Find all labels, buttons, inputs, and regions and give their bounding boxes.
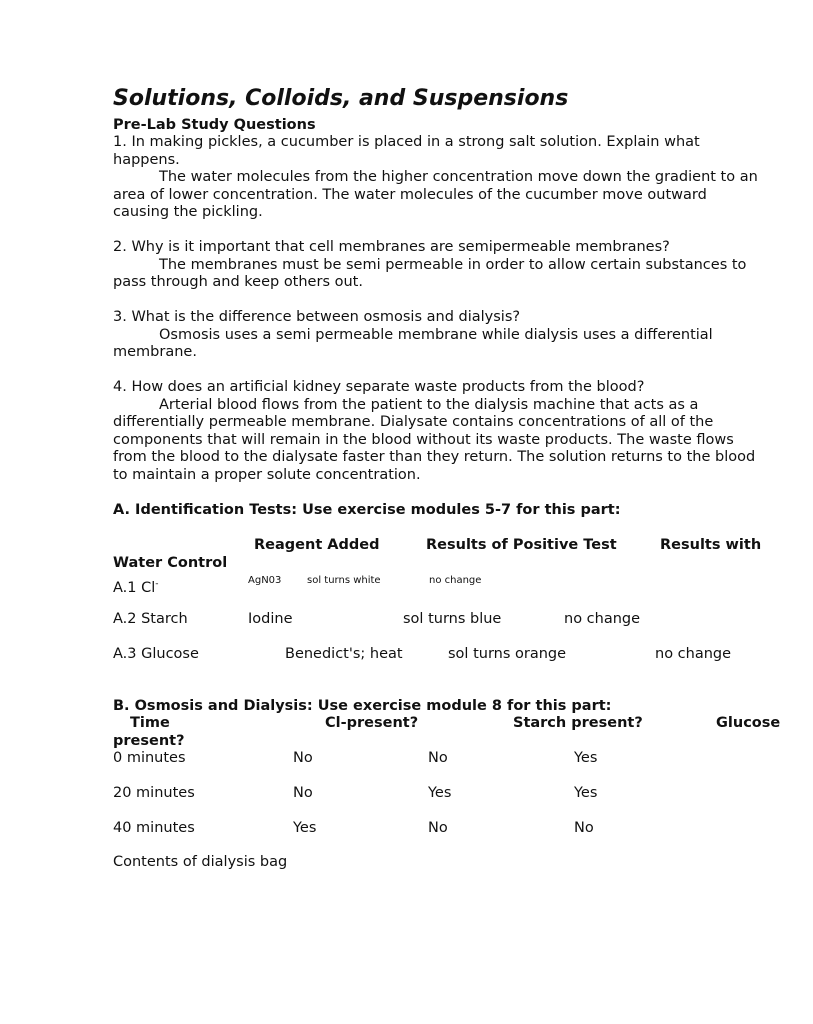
document-page: [113, 0, 781, 1024]
table-b-cell-starch: No: [428, 820, 448, 836]
table-b-cell-cl: No: [293, 750, 313, 766]
table-b-cell-starch: Yes: [428, 785, 452, 801]
table-b-header-glucose: Glucose: [716, 715, 781, 731]
answer-text: differentially permeable membrane. Dialysate contains concentrations of all of the: [113, 414, 714, 431]
row-label-text: A.1 Cl: [113, 579, 156, 596]
table-a-cell-reagent: Iodine: [248, 611, 293, 627]
section-a-heading: A. Identification Tests: Use exercise modules 5-7 for this part:: [113, 502, 621, 518]
table-b-cell-time: 40 minutes: [113, 820, 195, 836]
answer-text: The water molecules from the higher concentration move down the gradient to an: [159, 169, 758, 186]
table-b-cell-cl: No: [293, 785, 313, 801]
table-a-header-reagent: Reagent Added: [254, 537, 380, 553]
table-b-header-time: Time: [130, 715, 170, 731]
answer-text: The membranes must be semi permeable in order to allow certain substances to: [159, 256, 747, 273]
table-b-cell-glucose: Yes: [574, 785, 598, 801]
question-text: 4. How does an artificial kidney separate waste products from the blood?: [113, 379, 645, 395]
section-b-heading: B. Osmosis and Dialysis: Use exercise module 8 for this part:: [113, 698, 612, 714]
charge-superscript: -: [155, 579, 159, 589]
table-a-row-label: [113, 576, 159, 597]
question-text: 2. Why is it important that cell membranes are semipermeable membranes?: [113, 239, 670, 255]
table-b-header-cl: Cl-present?: [325, 715, 419, 731]
table-b-cell-glucose: No: [574, 820, 594, 836]
table-a-cell-positive: sol turns orange: [448, 646, 567, 662]
table-a-header-control-wrap: Water Control: [113, 555, 228, 571]
question-text: 3. What is the difference between osmosis and dialysis?: [113, 309, 521, 325]
question-3: [113, 309, 813, 362]
table-a-cell-positive: sol turns white: [307, 575, 381, 586]
table-a-row-label: A.2 Starch: [113, 611, 188, 627]
table-a-cell-control: no change: [429, 575, 482, 586]
table-a-header-control: Results with: [660, 537, 762, 553]
question-text: 1. In making pickles, a cucumber is placed in a strong salt solution. Explain what: [113, 134, 700, 150]
answer-text: from the blood to the dialysate faster than they return. The solution returns to the blood: [113, 449, 756, 466]
table-b-cell-time: 0 minutes: [113, 750, 186, 766]
answer-text: membrane.: [113, 344, 197, 361]
section-subtitle: Pre-Lab Study Questions: [113, 117, 316, 133]
table-b-header-starch: Starch present?: [513, 715, 643, 731]
question-1: [113, 134, 813, 222]
answer-text: area of lower concentration. The water molecules of the cucumber move outward: [113, 186, 707, 203]
table-a-cell-reagent: AgN03: [248, 575, 282, 586]
document-title: Solutions, Colloids, and Suspensions: [113, 86, 569, 111]
answer-text: pass through and keep others out.: [113, 274, 363, 291]
question-4: [113, 379, 813, 485]
question-text: happens.: [113, 151, 180, 168]
table-a-row-label: A.3 Glucose: [113, 646, 199, 662]
table-b-header-glucose-wrap: present?: [113, 733, 185, 749]
table-a-header-positive: Results of Positive Test: [426, 537, 617, 553]
table-a-cell-control: no change: [564, 611, 641, 627]
dialysis-bag-caption: Contents of dialysis bag: [113, 854, 288, 870]
answer-text: components that will remain in the blood without its waste products. The waste flows: [113, 431, 734, 448]
table-b-cell-time: 20 minutes: [113, 785, 195, 801]
table-a-cell-positive: sol turns blue: [403, 611, 502, 627]
table-b-cell-starch: No: [428, 750, 448, 766]
answer-text: Osmosis uses a semi permeable membrane while dialysis uses a differential: [159, 326, 713, 343]
table-b-cell-cl: Yes: [293, 820, 317, 836]
question-2: [113, 239, 813, 292]
answer-text: Arterial blood flows from the patient to the dialysis machine that acts as a: [159, 396, 699, 413]
table-b-cell-glucose: Yes: [574, 750, 598, 766]
table-a-cell-reagent: Benedict's; heat: [285, 646, 403, 662]
answer-text: causing the pickling.: [113, 204, 263, 221]
answer-text: to maintain a proper solute concentration.: [113, 466, 421, 483]
table-a-cell-control: no change: [655, 646, 732, 662]
